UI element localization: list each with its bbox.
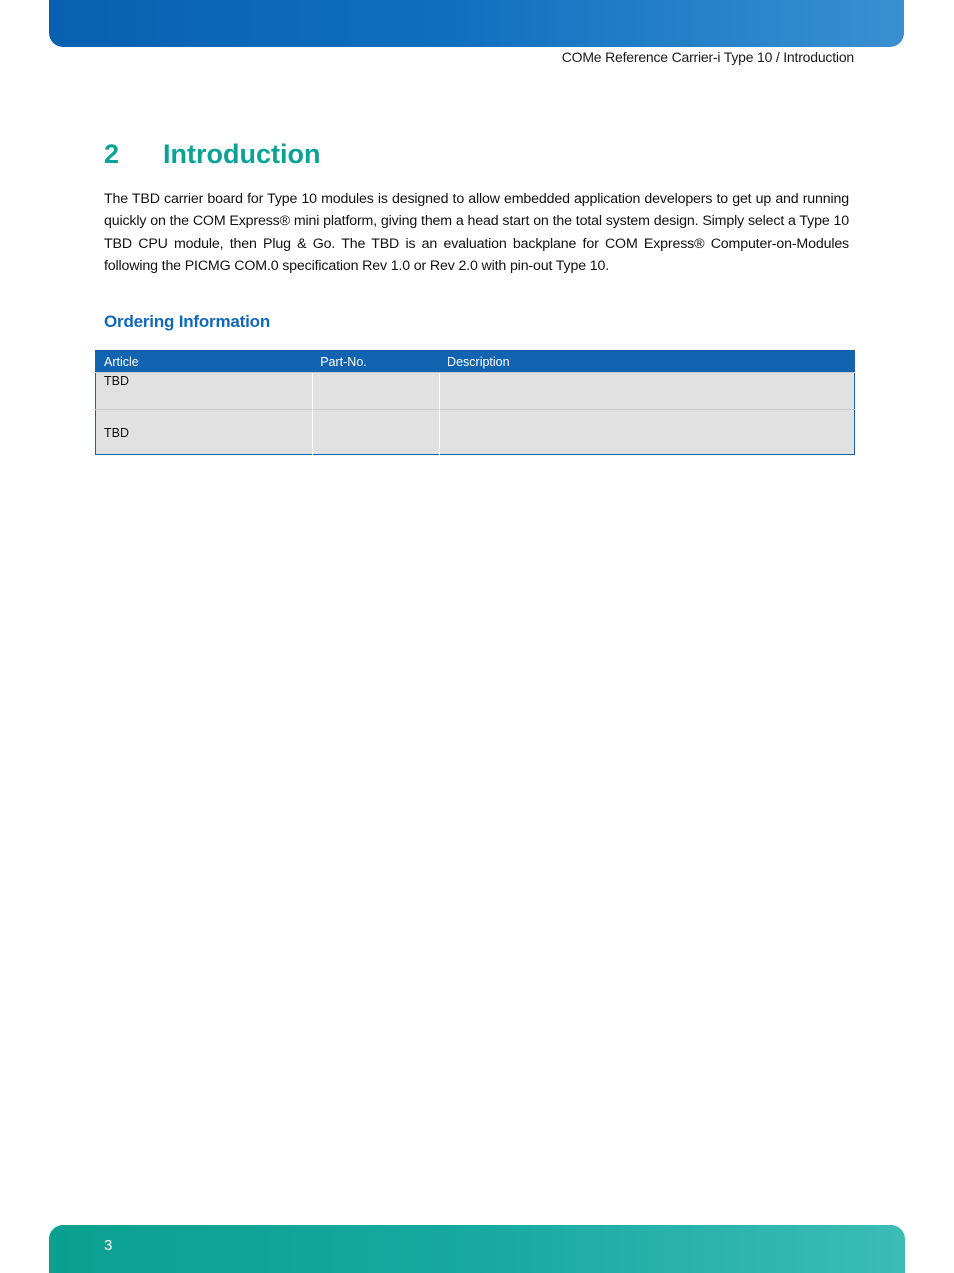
page-number: 3 — [104, 1237, 113, 1254]
cell-description — [439, 410, 854, 455]
table-header-row — [96, 351, 855, 373]
cell-article: TBD — [96, 410, 313, 455]
cell-part-no — [312, 373, 439, 410]
bottom-footer-banner — [49, 1225, 905, 1273]
top-header-banner — [49, 0, 904, 47]
column-header-article: Article — [96, 351, 313, 373]
ordering-table — [95, 350, 855, 455]
table-row — [96, 373, 855, 410]
column-header-part-no: Part-No. — [312, 351, 439, 373]
chapter-number: 2 — [104, 139, 120, 169]
cell-part-no — [312, 410, 439, 455]
chapter-heading — [104, 139, 320, 170]
column-header-description: Description — [439, 351, 854, 373]
chapter-title: Introduction — [163, 139, 321, 169]
running-header-title: COMe Reference Carrier-i Type 10 / Introduction — [561, 49, 854, 65]
intro-paragraph: The TBD carrier board for Type 10 modules is designed to allow embedded application developers to get up and running quickly on the COM Express® mini platform, giving them a head start on the total system design. Simply select a Type 10 TBD CPU module, then Plug & Go. The TBD is an evaluation backplane for COM Express® Computer-on-Modules following the PICMG COM.0 specification Rev 1.0 or Rev 2.0 with pin-out Type 10. — [104, 191, 849, 274]
cell-article: TBD — [96, 373, 313, 410]
table-row — [96, 410, 855, 455]
ordering-information-heading: Ordering Information — [104, 312, 271, 331]
cell-description — [439, 373, 854, 410]
